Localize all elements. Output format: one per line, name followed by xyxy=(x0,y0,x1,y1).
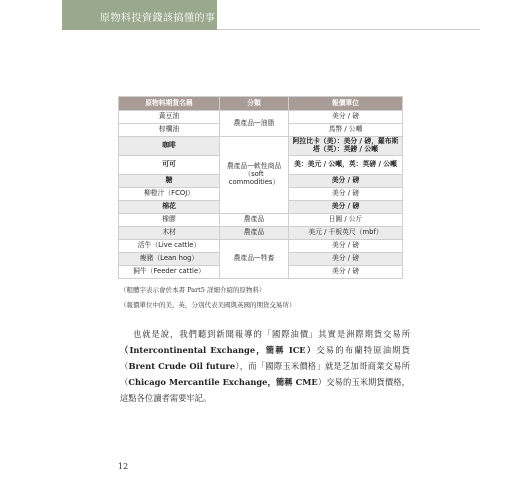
table-row xyxy=(119,239,403,252)
category-cell: 農產品 xyxy=(220,213,289,226)
commodity-name: 活牛（Live cattle） xyxy=(119,239,220,252)
quote-unit: 美分 / 磅 xyxy=(289,187,403,200)
quote-unit: 美分 / 磅 xyxy=(289,252,403,265)
quote-unit: 美分 / 磅 xyxy=(289,174,403,187)
note-line: （報價單位中的美、英，分別代表美國與英國的期貨交易所） xyxy=(120,301,296,309)
commodity-name: 木材 xyxy=(119,226,220,239)
category-cell: 農產品 xyxy=(220,226,289,239)
table-notes xyxy=(120,283,296,313)
body-text-segment: 交易的布蘭特原油期貨（ xyxy=(120,345,410,371)
category-cell: 農產品—軟性商品（soft commodities） xyxy=(220,137,289,214)
body-bold-segment: Brent Crude Oil future xyxy=(128,361,236,371)
body-bold-segment: （Intercontinental Exchange，簡稱 ICE） xyxy=(120,345,317,355)
commodity-name: 棉花 xyxy=(119,200,220,213)
commodity-futures-table xyxy=(118,96,403,279)
quote-unit: 美分 / 磅 xyxy=(289,111,403,124)
quote-unit: 阿拉比卡（美）：美分 / 磅，羅布斯塔（英）：英鎊 / 公噸 xyxy=(289,137,403,156)
table-header-cell: 報價單位 xyxy=(289,97,403,111)
page-number: 12 xyxy=(118,462,129,471)
quote-unit: 日圓 / 公斤 xyxy=(289,213,403,226)
body-text-segment: ）交易的玉米期貨價格，這點各位讀者需要牢記。 xyxy=(120,377,410,403)
table-row xyxy=(119,226,403,239)
commodity-name: 糖 xyxy=(119,174,220,187)
body-text-segment: 也就是說，我們聽到新聞報導的「國際油價」其實是洲際期貨交易所 xyxy=(133,329,410,339)
commodity-name: 咖啡 xyxy=(119,137,220,156)
commodity-name: 橡膠 xyxy=(119,213,220,226)
category-cell: 農產品—油脂 xyxy=(220,111,289,137)
quote-unit: 美分 / 磅 xyxy=(289,265,403,278)
commodity-name: 瘦豬（Lean hog） xyxy=(119,252,220,265)
table-header-cell: 分類 xyxy=(220,97,289,111)
header-rule xyxy=(217,29,480,30)
table-header-cell: 原物料期貨名稱 xyxy=(119,97,220,111)
commodity-name: 可可 xyxy=(119,155,220,174)
page-header-title: 原物料投資錢該搞懂的事 xyxy=(100,13,216,24)
body-paragraph xyxy=(120,326,410,406)
table-row xyxy=(119,213,403,226)
note-line: （粗體字表示會於本書 Part5 詳細介紹的原物料） xyxy=(120,286,266,294)
commodity-name: 飼牛（Feeder cattle） xyxy=(119,265,220,278)
category-cell: 農產品—牲畜 xyxy=(220,239,289,278)
body-text-segment: ），而「國際玉米價格」就是芝加哥商業交易所（ xyxy=(120,361,410,387)
quote-unit: 美元 / 千板英尺（mbf） xyxy=(289,226,403,239)
body-bold-segment: Chicago Mercantile Exchange，簡稱 CME xyxy=(128,377,318,387)
quote-unit: 馬幣 / 公噸 xyxy=(289,124,403,137)
quote-unit: 美分 / 磅 xyxy=(289,200,403,213)
table-row xyxy=(119,137,403,156)
table-header-row xyxy=(119,97,403,111)
commodity-name: 柳橙汁（FCOJ） xyxy=(119,187,220,200)
quote-unit: 美：美元 / 公噸，英：英磅 / 公噸 xyxy=(289,155,403,174)
quote-unit: 美分 / 磅 xyxy=(289,239,403,252)
table-row xyxy=(119,111,403,124)
commodity-name: 棕櫚油 xyxy=(119,124,220,137)
commodity-name: 黃豆油 xyxy=(119,111,220,124)
